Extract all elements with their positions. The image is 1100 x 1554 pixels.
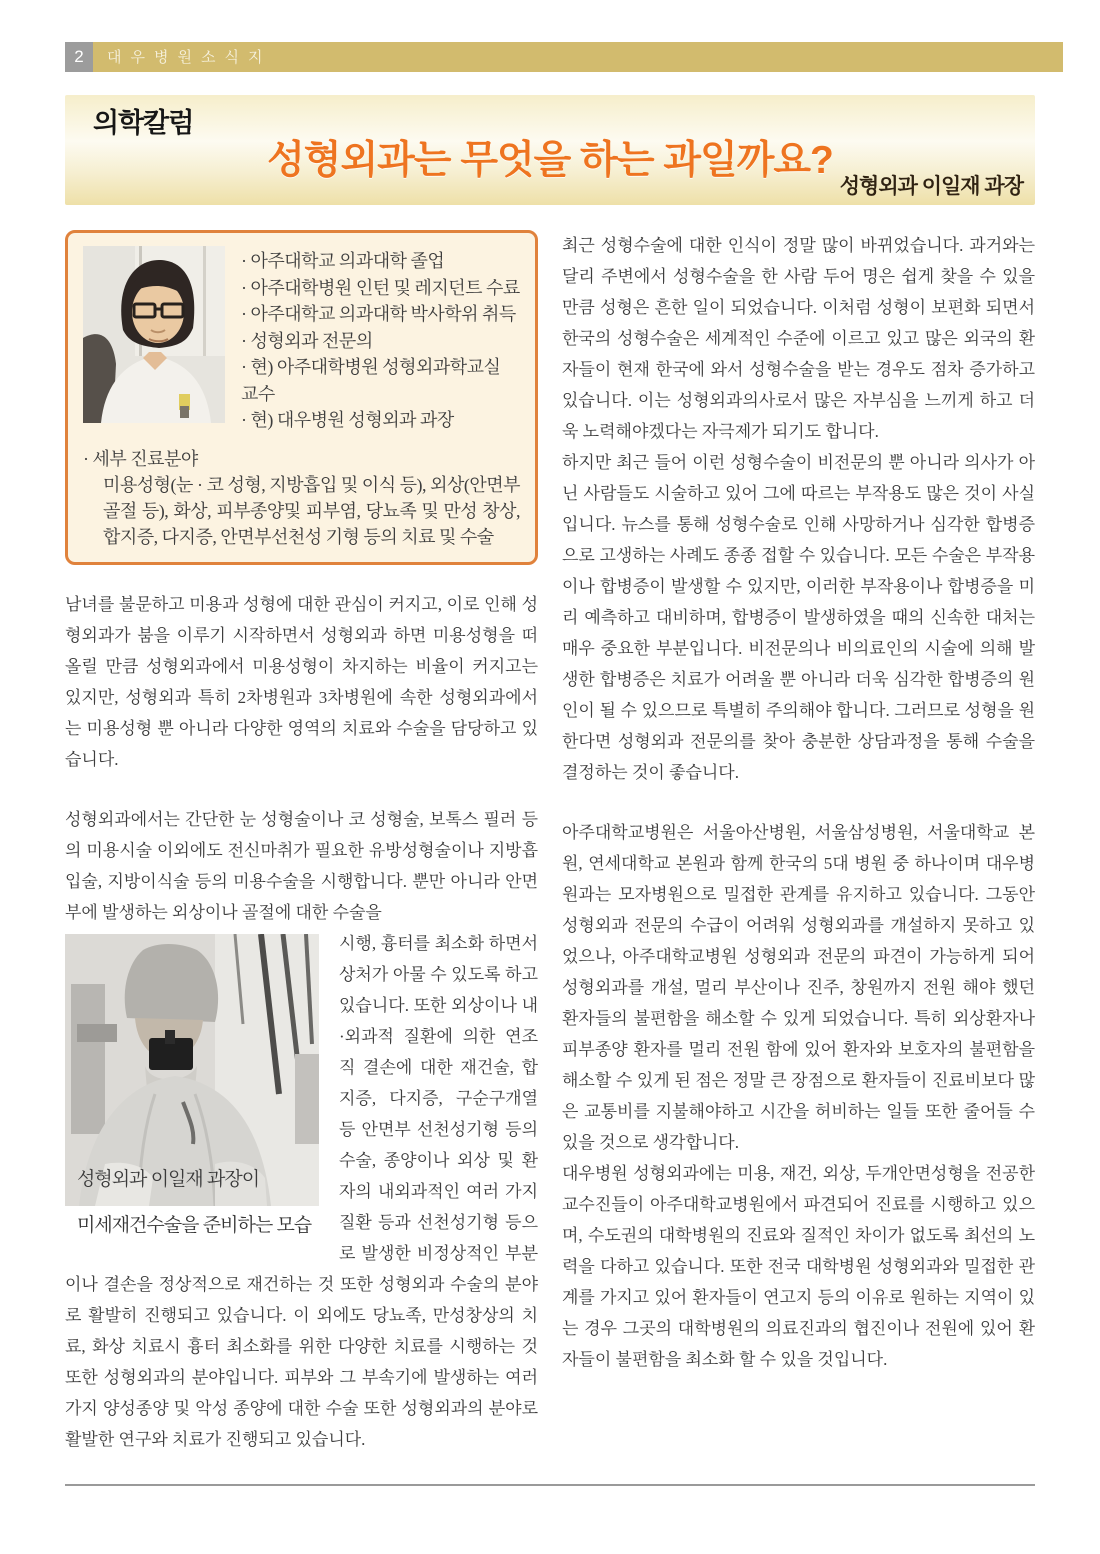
right-paragraph-1: 최근 성형수술에 대한 인식이 정말 많이 바뀌었습니다. 과거와는 달리 주변에서 성형수술을 한 사람 두어 명은 쉽게 찾을 수 있을 만큼 성형은 흔한 일이 되었습니다. 이처럼 성형이 보편화 되면서 한국의 성형수술은 세계적인 수준에 이르고 있고 많은 외국의 환자들이 현재 한국에 와서 성형수술을 받는 경우도 점차 증가하고 있습니다. 이는 성형외과의사로서 많은 자부심을 느끼게 하고 더욱 노력해야겠다는 자극제가 되기도 합니다. xyxy=(562,236,1035,441)
article-byline: 성형외과 이일재 과장 xyxy=(839,175,1023,198)
credential-item: · 현) 아주대학병원 성형외과학교실 교수 xyxy=(241,357,501,404)
right-paragraph-3: 아주대학교병원은 서울아산병원, 서울삼성병원, 서울대학교 본원, 연세대학교 본원과 함께 한국의 5대 병원 중 하나이며 대우병원과는 모자병원으로 밀접한 관계를 유지하고 있습니다. 그동안 성형외과 전문의 수급이 어려워 성형외과를 개설하지 못하고 있었으나, 아주대학교병원 성형외과 전문의 파견이 가능하게 되어 성형외과를 개설, 멀리 부산이나 진주, 창원까지 전원 해야 했던 환자들의 불편함을 해소할 수 있게 되었습니다. 특히 외상환자나 피부종양 환자를 멀리 전원 함에 있어 환자와 보호자의 불편함을 해소할 수 있게 된 점은 정말 큰 장점으로 환자들이 진료비보다 많은 교통비를 지불해야하고 시간을 허비하는 일들 또한 줄어들 수 있을 것으로 생각합니다. xyxy=(562,823,1035,1152)
right-paragraph-2: 하지만 최근 들어 이런 성형수술이 비전문의 뿐 아니라 의사가 아닌 사람들도 시술하고 있어 그에 따르는 부작용도 많은 것이 사실입니다. 뉴스를 통해 성형수술로 인해 사망하거나 심각한 합병증으로 고생하는 사례도 종종 접할 수 있습니다. 모든 수술은 부작용이나 합병증이 발생할 수 있지만, 이러한 부작용이나 합병증을 미리 예측하고 대비하며, 합병증이 발생하였을 때의 신속한 대처는 매우 중요한 부분입니다. 비전문의나 비의료인의 시술에 의해 발생한 합병증은 치료가 어려울 뿐 아니라 더욱 심각한 합병증의 원인이 될 수 있으므로 특별히 주의해야 합니다. 그러므로 성형을 원한다면 성형외과 전문의를 찾아 충분한 상담과정을 통해 수술을 결정하는 것이 좋습니다. xyxy=(562,453,1035,782)
newsletter-title: 대우병원소식지 xyxy=(107,49,272,66)
doctor-profile-box xyxy=(65,230,538,565)
credential-item: · 현) 대우병원 성형외과 과장 xyxy=(241,410,454,430)
article-title: 성형외과는 무엇을 하는 과일까요? xyxy=(267,139,833,182)
credential-item: · 아주대학교 의과대학 졸업 xyxy=(241,251,445,271)
credential-item: · 성형외과 전문의 xyxy=(241,330,373,351)
left-paragraph-1: 남녀를 불문하고 미용과 성형에 대한 관심이 커지고, 이로 인해 성형외과가 붐을 이루기 시작하면서 성형외과 하면 미용성형을 떠올릴 만큼 성형외과에서 미용성형이 차지하는 비율이 커지고는 있지만, 성형외과 특히 2차병원과 3차병원에 속한 성형외과에서는 미용성형 뿐 아니라 다양한 영역의 치료와 수술을 담당하고 있습니다. xyxy=(65,594,538,769)
left-paragraph-2a: 성형외과에서는 간단한 눈 성형술이나 코 성형술, 보톡스 필러 등의 미용시술 이외에도 전신마취가 필요한 유방성형술이나 지방흡입술, 지방이식술 등의 미용수술을 시행합니다. 뿐만 아니라 안면부에 발생하는 외상이나 골절에 대한 수술을 xyxy=(65,809,538,922)
left-column xyxy=(65,230,538,1455)
specialty-text: 미용성형(눈 · 코 성형, 지방흡입 및 이식 등), 외상(안면부 골절 등), 화상, 피부종양및 피부염, 당뇨족 및 만성 창상, 합지증, 다지증, 안면부선천성 기형 등의 치료 및 수술 xyxy=(103,474,520,547)
page-number: 2 xyxy=(65,42,93,72)
specialty-heading: · 세부 진료분야 xyxy=(83,448,198,469)
right-column xyxy=(562,230,1035,1375)
surgery-caption-line1: 성형외과 이일재 과장이 xyxy=(77,1168,260,1190)
header-bar xyxy=(65,42,1063,72)
article-title-box xyxy=(65,95,1035,205)
column-label: 의학칼럼 xyxy=(93,108,194,138)
credentials-list xyxy=(241,248,520,434)
surgery-figure xyxy=(65,934,319,1237)
right-paragraph-4: 대우병원 성형외과에는 미용, 재건, 외상, 두개안면성형을 전공한 교수진들이 아주대학교병원에서 파견되어 진료를 시행하고 있으며, 수도권의 대학병원의 진료와 질적인 차이가 없도록 최선의 노력을 다하고 있습니다. 또한 전국 대학병원 성형외과와 밀접한 관계를 가지고 있어 환자들이 연고지 등의 이유로 원하는 지역이 있는 경우 그곳의 대학병원의 의료진과의 협진이나 전원에 있어 환자들이 불편함을 최소화 할 수 있을 것입니다. xyxy=(562,1164,1035,1369)
credential-item: · 아주대학교 의과대학 박사학위 취득 xyxy=(241,304,516,324)
doctor-portrait-illustration xyxy=(83,246,225,423)
specialty-section xyxy=(83,446,520,550)
footer-divider xyxy=(65,1484,1035,1486)
left-paragraph-2b: 시행, 흉터를 최소화 하면서 상처가 아물 수 있도록 하고 있습니다. 또한 외상이나 내·외과적 질환에 의한 연조직 결손에 대한 재건술, 합지증, 다지증, 구순구개열 등 안면부 선천성기형 등의 수술, 종양이나 외상 및 환자의 내외과적인 여러 가지 질환 등과 선천성기형 등으로 발생한 비정상적인 부분이나 결손을 정상적으로 재건하는 것 또한 성형외과 수술의 분야로 활발히 진행되고 있습니다. 이 외에도 당뇨족, 만성창상의 치료, 화상 치료시 흉터 최소화를 위한 다양한 치료를 시행하는 것 또한 성형외과의 분야입니다. 피부와 그 부속기에 발생하는 여러 가지 양성종양 및 악성 종양에 대한 수술 또한 성형외과의 분야로 활발한 연구와 치료가 진행되고 있습니다. xyxy=(65,933,538,1449)
surgery-photo-caption xyxy=(65,1168,319,1237)
surgery-caption-line2: 미세재건수술을 준비하는 모습 xyxy=(77,1214,312,1236)
profile-top-row xyxy=(83,246,520,434)
doctor-portrait-photo xyxy=(83,246,225,423)
article-body xyxy=(65,230,1035,1455)
credential-item: · 아주대학병원 인턴 및 레지던트 수료 xyxy=(241,277,520,298)
